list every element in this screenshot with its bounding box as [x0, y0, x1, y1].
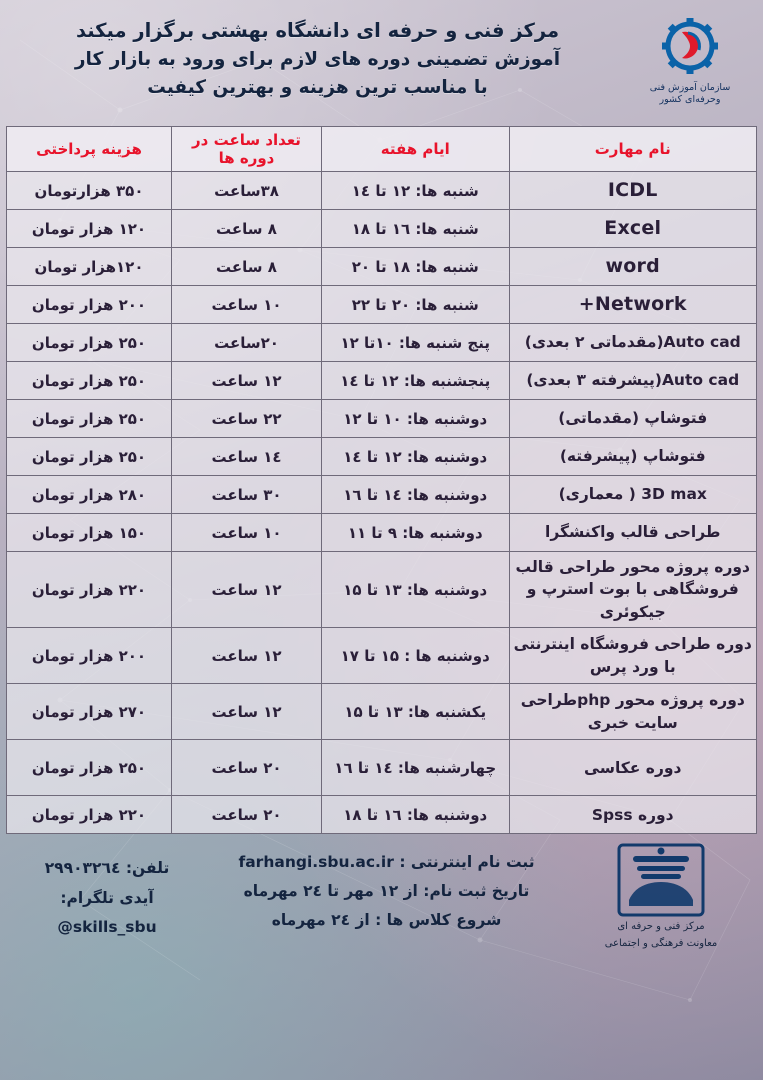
cell-hours: ۱۲ ساعت: [172, 628, 322, 684]
cell-days: شنبه ها: ۱۲ تا ۱٤: [322, 172, 510, 210]
registration-url[interactable]: farhangi.sbu.ac.ir: [238, 853, 394, 872]
cell-price: ۳۵۰ هزارتومان: [7, 172, 172, 210]
cell-skill: word: [509, 248, 757, 286]
cell-hours: ۳۰ ساعت: [172, 476, 322, 514]
cell-skill: دوره عکاسی: [509, 740, 757, 796]
courses-table: [6, 126, 757, 834]
cell-price: ۲۵۰ هزار تومان: [7, 740, 172, 796]
cell-hours: ۳۸ساعت: [172, 172, 322, 210]
shahid-beheshti-university-logo-icon: [615, 842, 707, 918]
cell-skill: دوره پروژه محور طراحی قالب فروشگاهی با بوت استرپ و جیکوئری: [509, 552, 757, 628]
cell-hours: ۱۰ ساعت: [172, 286, 322, 324]
cell-price: ۱۲۰ هزار تومان: [7, 210, 172, 248]
cell-days: دوشنبه ها: ۹ تا ۱۱: [322, 514, 510, 552]
table-row: [7, 210, 757, 248]
cell-days: شنبه ها: ۱٦ تا ۱۸: [322, 210, 510, 248]
telegram-value[interactable]: @skills_sbu: [57, 918, 157, 937]
cell-price: ۲۵۰ هزار تومان: [7, 438, 172, 476]
cell-days: دوشنبه ها: ۱۲ تا ۱٤: [322, 438, 510, 476]
cell-skill: دوره طراحی فروشگاه اینترنتی با ورد پرس: [509, 628, 757, 684]
cell-price: ۲۵۰ هزار تومان: [7, 400, 172, 438]
cell-skill: طراحی قالب واکنشگرا: [509, 514, 757, 552]
organization-logo: [631, 8, 749, 107]
cell-price: ۱۵۰ هزار تومان: [7, 514, 172, 552]
poster-header: [0, 0, 763, 126]
university-logo-block: [571, 842, 751, 951]
cell-skill: Excel: [509, 210, 757, 248]
phone-value: ۲۹۹۰۳۲٦٤: [44, 859, 121, 878]
cell-hours: ۲۰ ساعت: [172, 796, 322, 834]
cell-days: شنبه ها: ۲۰ تا ۲۲: [322, 286, 510, 324]
cell-hours: ۱۲ ساعت: [172, 552, 322, 628]
cell-days: شنبه ها: ۱۸ تا ۲۰: [322, 248, 510, 286]
header-line-3: با مناسب ترین هزینه و بهترین کیفیت: [147, 76, 488, 98]
cell-price: ۲۸۰ هزار تومان: [7, 476, 172, 514]
table-row: [7, 796, 757, 834]
header-line-1: مرکز فنی و حرفه ای دانشگاه بهشتی برگزار میکند: [75, 19, 560, 42]
cell-days: دوشنبه ها : ۱۵ تا ۱۷: [322, 628, 510, 684]
cell-hours: ۱۲ ساعت: [172, 362, 322, 400]
cell-hours: ۱۲ ساعت: [172, 684, 322, 740]
header-line-2: آموزش تضمینی دوره های لازم برای ورود به بازار کار: [74, 48, 561, 70]
registration-label: ثبت نام اینترنتی :: [399, 853, 535, 872]
courses-table-head: [7, 127, 757, 172]
table-row: [7, 684, 757, 740]
university-caption-line-2: معاونت فرهنگی و اجتماعی: [604, 937, 718, 949]
cell-skill: 3D max ( معماری): [509, 476, 757, 514]
cell-skill: دوره پروژه محور phpطراحی سایت خبری: [509, 684, 757, 740]
table-row: [7, 552, 757, 628]
courses-table-wrapper: [6, 126, 757, 834]
cell-skill: دوره Spss: [509, 796, 757, 834]
class-start-date: شروع کلاس ها : از ۲٤ مهرماه: [271, 910, 502, 929]
cell-days: یکشنبه ها: ۱۳ تا ۱۵: [322, 684, 510, 740]
organization-logo-caption: سازمان آموزش فنی وحرفه‌ای کشور: [649, 82, 731, 106]
cell-days: دوشنبه ها: ۱٤ تا ۱٦: [322, 476, 510, 514]
cell-days: پنجشنبه ها: ۱۲ تا ۱٤: [322, 362, 510, 400]
table-row: [7, 514, 757, 552]
table-row: [7, 172, 757, 210]
cell-hours: ۱٤ ساعت: [172, 438, 322, 476]
cell-price: ۲۲۰ هزار تومان: [7, 796, 172, 834]
phone-label: تلفن:: [125, 859, 170, 878]
cell-skill: فتوشاپ (مقدماتی): [509, 400, 757, 438]
registration-info: [210, 842, 563, 934]
column-header-hours: تعداد ساعت در دوره ها: [172, 127, 322, 172]
cell-skill: فتوشاپ (پیشرفته): [509, 438, 757, 476]
table-header-row: [7, 127, 757, 172]
cell-price: ۱۲۰هزار تومان: [7, 248, 172, 286]
telegram-label: آیدی تلگرام:: [60, 888, 154, 907]
cell-hours: ۱۰ ساعت: [172, 514, 322, 552]
registration-url-row: [210, 848, 563, 877]
cell-price: ۲۷۰ هزار تومان: [7, 684, 172, 740]
cell-days: دوشنبه ها: ۱٦ تا ۱۸: [322, 796, 510, 834]
table-row: [7, 740, 757, 796]
cell-hours: ۸ ساعت: [172, 210, 322, 248]
cell-skill: Auto cad(مقدماتی ۲ بعدی): [509, 324, 757, 362]
cell-hours: ۲۲ ساعت: [172, 400, 322, 438]
header-title-block: [14, 8, 621, 102]
cell-price: ۲۵۰ هزار تومان: [7, 324, 172, 362]
cell-price: ۲۲۰ هزار تومان: [7, 552, 172, 628]
cell-days: دوشنبه ها: ۱۰ تا ۱۲: [322, 400, 510, 438]
cell-skill: Network+: [509, 286, 757, 324]
telegram-row: [12, 884, 202, 943]
table-row: [7, 438, 757, 476]
cell-hours: ۲۰ساعت: [172, 324, 322, 362]
table-row: [7, 286, 757, 324]
poster-footer: [0, 834, 763, 951]
cell-skill: Auto cad(پیشرفته ۳ بعدی): [509, 362, 757, 400]
contact-info: [12, 842, 202, 942]
cell-price: ۲۵۰ هزار تومان: [7, 362, 172, 400]
cell-days: دوشنبه ها: ۱۳ تا ۱۵: [322, 552, 510, 628]
university-caption-line-1: مرکز فنی و حرفه ای: [617, 921, 705, 933]
cell-hours: ۲۰ ساعت: [172, 740, 322, 796]
table-row: [7, 400, 757, 438]
courses-table-body: [7, 172, 757, 834]
cell-skill: ICDL: [509, 172, 757, 210]
column-header-skill: نام مهارت: [509, 127, 757, 172]
cell-price: ۲۰۰ هزار تومان: [7, 286, 172, 324]
registration-dates: تاریخ ثبت نام: از ۱۲ مهر تا ۲٤ مهرماه: [243, 882, 530, 901]
cell-price: ۲۰۰ هزار تومان: [7, 628, 172, 684]
cell-days: چهارشنبه ها: ۱٤ تا ۱٦: [322, 740, 510, 796]
cell-days: پنج شنبه ها: ۱۰تا ۱۲: [322, 324, 510, 362]
table-row: [7, 248, 757, 286]
column-header-price: هزینه پرداختی: [7, 127, 172, 172]
phone-row: [12, 854, 202, 883]
cell-hours: ۸ ساعت: [172, 248, 322, 286]
table-row: [7, 628, 757, 684]
table-row: [7, 324, 757, 362]
gear-logo-icon: [656, 18, 724, 80]
column-header-days: ایام هفته: [322, 127, 510, 172]
table-row: [7, 476, 757, 514]
table-row: [7, 362, 757, 400]
